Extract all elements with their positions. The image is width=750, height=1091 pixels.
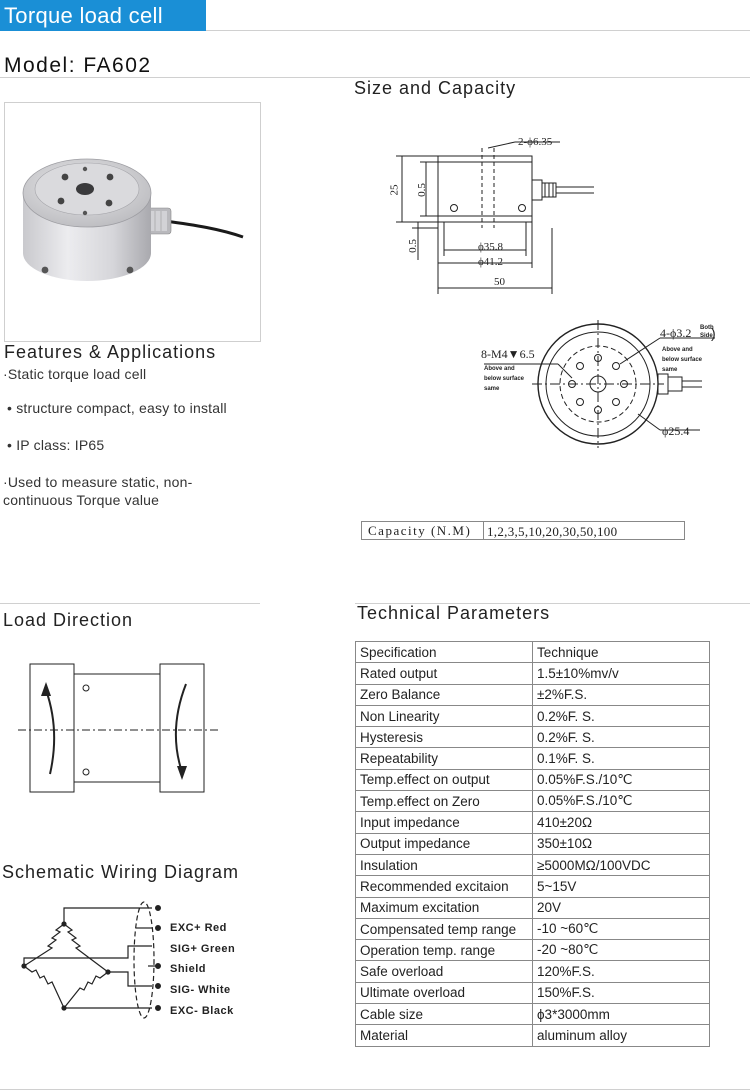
feature-item-compact: • structure compact, easy to install [7,400,227,416]
depth-symbol: ▼ [507,347,520,361]
table-row [356,812,710,833]
threads-note-2: below surface [484,376,525,382]
parameter-name: Temp.effect on output [356,769,533,790]
page-title-banner: Torque load cell [0,0,206,31]
parameter-value: 0.05%F.S./10℃ [533,791,710,812]
table-row [356,642,710,663]
holes-note-3: same [662,367,678,373]
capacity-value: 1,2,3,5,10,20,30,50,100 [487,524,618,539]
table-row [356,982,710,1003]
holes-note-2: below surface [662,357,703,363]
paren-close: ) [711,325,716,341]
features-title: Features & Applications [4,342,217,362]
parameter-value: -20 ~80℃ [533,940,710,961]
holes-note-both: Both [700,325,714,331]
side-view-drawing [380,128,600,298]
table-row [356,727,710,748]
parameter-value: ≥5000MΩ/100VDC [533,854,710,875]
wiring-labels [170,918,235,1022]
banner-divider [206,30,750,31]
parameter-name: Rated output [356,663,533,684]
parameter-name: Safe overload [356,961,533,982]
parameter-name: Compensated temp range [356,918,533,939]
wire-exc-plus: EXC+ Red [170,922,227,934]
feature-item-used-2: continuous Torque value [3,492,160,508]
parameter-name: Input impedance [356,812,533,833]
parameter-value: aluminum alloy [533,1025,710,1046]
dim-length: 50 [494,276,505,288]
product-photo [4,102,261,342]
callout-threads-note [484,364,524,394]
threads-note-3: same [484,386,500,392]
callout-threads [481,347,535,362]
load-direction-title: Load Direction [3,610,134,630]
table-row [356,833,710,854]
parameter-value: 0.2%F. S. [533,727,710,748]
threads-note-1: Above and [484,366,515,372]
wire-sig-minus: SIG- White [170,984,231,997]
wire-shield: Shield [170,963,207,976]
parameter-name: Specification [356,642,533,663]
wire-sig-plus: SIG+ Green [170,942,236,955]
dim-holes: 2-ϕ6.35 [518,136,553,148]
parameter-name: Operation temp. range [356,940,533,961]
parameter-name: Material [356,1025,533,1046]
parameter-name: Output impedance [356,833,533,854]
parameter-value: 150%F.S. [533,982,710,1003]
parameter-name: Recommended excitaion [356,876,533,897]
table-row [356,876,710,897]
parameter-value: -10 ~60℃ [533,918,710,939]
parameter-value: 0.2%F. S. [533,705,710,726]
table-row [356,791,710,812]
parameter-name: Hysteresis [356,727,533,748]
table-row [356,918,710,939]
table-row [356,1025,710,1046]
callout-holes-note [662,345,702,375]
table-row [356,769,710,790]
feature-item-static: ·Static torque load cell [3,366,147,382]
table-row [356,705,710,726]
parameter-value: Technique [533,642,710,663]
parameter-name: Cable size [356,1004,533,1025]
table-row [356,663,710,684]
parameter-name: Non Linearity [356,705,533,726]
capacity-label: Capacity (N.M) [362,522,484,539]
parameter-value: 410±20Ω [533,812,710,833]
wiring-diagram [18,900,178,1020]
table-row [356,748,710,769]
parameter-name: Repeatability [356,748,533,769]
table-row [356,940,710,961]
dim-flange-top: 0.5 [415,183,428,197]
dim-height: 25 [388,184,401,196]
table-row [356,854,710,875]
footer-divider [0,1089,750,1090]
wire-exc-minus: EXC- Black [170,1004,234,1017]
capacity-table [361,521,685,540]
callout-diameter: ϕ25.4 [662,424,690,438]
load-direction-diagram [18,662,218,797]
parameter-value: 20V [533,897,710,918]
size-capacity-title: Size and Capacity [354,78,517,98]
table-row [356,961,710,982]
feature-item-ip: • IP class: IP65 [7,437,105,453]
parameter-name: Temp.effect on Zero [356,791,533,812]
parameter-value: 0.05%F.S./10℃ [533,769,710,790]
parameter-value: 120%F.S. [533,961,710,982]
parameter-value: ±2%F.S. [533,684,710,705]
table-row [356,1004,710,1025]
dim-outer-diameter: ϕ41.2 [478,256,504,268]
holes-note-1: Above and [662,347,693,353]
wiring-title: Schematic Wiring Diagram [2,862,240,882]
callout-threads-depth: 6.5 [519,347,535,361]
feature-item-used-1: ·Used to measure static, non- [3,474,193,490]
parameter-value: 0.1%F. S. [533,748,710,769]
callout-holes: 4-ϕ3.2 [660,326,692,340]
parameter-value: 1.5±10%mv/v [533,663,710,684]
parameter-value: 350±10Ω [533,833,710,854]
technical-title: Technical Parameters [357,603,551,623]
parameter-value: ϕ3*3000mm [533,1004,710,1025]
dim-inner-diameter: ϕ35.8 [478,241,504,253]
parameter-name: Zero Balance [356,684,533,705]
holes-note-side: Side [700,333,713,339]
technical-table [355,641,710,1047]
parameter-value: 5~15V [533,876,710,897]
load-cell-illustration [5,103,260,341]
table-row [356,684,710,705]
dim-flange-bottom: 0.5 [406,239,419,253]
technical-table-body [356,642,710,1047]
load-direction-divider [0,603,260,604]
parameter-name: Ultimate overload [356,982,533,1003]
callout-threads-label: 8-M4 [481,347,508,361]
parameter-name: Insulation [356,854,533,875]
model-label: Model: FA602 [4,54,152,77]
parameter-name: Maximum excitation [356,897,533,918]
table-row [356,897,710,918]
